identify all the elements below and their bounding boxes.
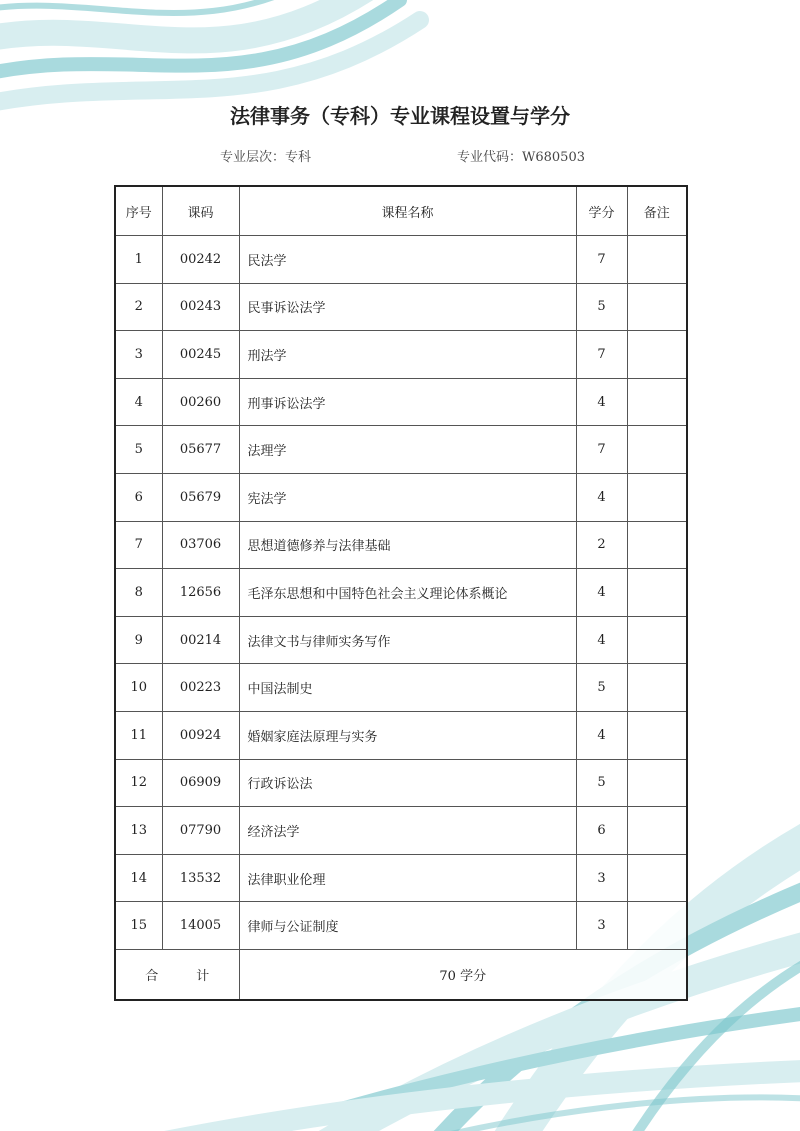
row-note <box>627 711 687 759</box>
row-course-name: 法律文书与律师实务写作 <box>239 616 576 664</box>
row-code: 05679 <box>162 473 239 521</box>
table-row <box>115 473 687 521</box>
row-code: 06909 <box>162 759 239 807</box>
table-row <box>115 902 687 950</box>
row-note <box>627 426 687 474</box>
table-row <box>115 236 687 284</box>
row-credit: 2 <box>576 521 627 569</box>
row-code: 13532 <box>162 854 239 902</box>
row-credit: 5 <box>576 759 627 807</box>
row-course-name: 律师与公证制度 <box>239 902 576 950</box>
course-table <box>114 185 688 1001</box>
row-code: 14005 <box>162 902 239 950</box>
row-course-name: 毛泽东思想和中国特色社会主义理论体系概论 <box>239 569 576 617</box>
row-code: 00924 <box>162 711 239 759</box>
row-course-name: 刑事诉讼法学 <box>239 378 576 426</box>
row-course-name: 民法学 <box>239 236 576 284</box>
row-credit: 4 <box>576 473 627 521</box>
page-title: 法律事务（专科）专业课程设置与学分 <box>230 104 570 128</box>
row-credit: 4 <box>576 711 627 759</box>
row-index: 4 <box>115 378 162 426</box>
wave-top-4 <box>0 0 330 13</box>
row-code: 00243 <box>162 283 239 331</box>
row-index: 2 <box>115 283 162 331</box>
row-credit: 4 <box>576 569 627 617</box>
row-credit: 3 <box>576 902 627 950</box>
table-row <box>115 854 687 902</box>
row-course-name: 婚姻家庭法原理与实务 <box>239 711 576 759</box>
major-code: 专业代码：W680503 <box>457 150 585 165</box>
row-course-name: 经济法学 <box>239 807 576 855</box>
header-code: 课码 <box>162 186 239 236</box>
row-credit: 7 <box>576 331 627 379</box>
row-code: 12656 <box>162 569 239 617</box>
row-code: 03706 <box>162 521 239 569</box>
table-row <box>115 664 687 712</box>
row-credit: 3 <box>576 854 627 902</box>
header-credit: 学分 <box>576 186 627 236</box>
header-index: 序号 <box>115 186 162 236</box>
total-label-left: 合 <box>145 968 159 984</box>
total-label-right: 计 <box>196 968 210 984</box>
row-code: 00260 <box>162 378 239 426</box>
row-code: 00245 <box>162 331 239 379</box>
row-note <box>627 473 687 521</box>
row-note <box>627 759 687 807</box>
row-note <box>627 854 687 902</box>
row-note <box>627 902 687 950</box>
total-row <box>115 949 687 1000</box>
row-index: 13 <box>115 807 162 855</box>
row-index: 9 <box>115 616 162 664</box>
table-header-row <box>115 186 687 236</box>
row-credit: 4 <box>576 616 627 664</box>
row-note <box>627 664 687 712</box>
major-level: 专业层次：专科 <box>220 150 312 165</box>
table-row <box>115 616 687 664</box>
row-course-name: 中国法制史 <box>239 664 576 712</box>
row-code: 07790 <box>162 807 239 855</box>
row-note <box>627 331 687 379</box>
row-index: 6 <box>115 473 162 521</box>
row-credit: 5 <box>576 283 627 331</box>
table-row <box>115 569 687 617</box>
table-row <box>115 521 687 569</box>
row-index: 14 <box>115 854 162 902</box>
row-credit: 7 <box>576 236 627 284</box>
row-index: 12 <box>115 759 162 807</box>
row-note <box>627 378 687 426</box>
row-credit: 4 <box>576 378 627 426</box>
row-index: 5 <box>115 426 162 474</box>
row-index: 10 <box>115 664 162 712</box>
row-course-name: 民事诉讼法学 <box>239 283 576 331</box>
row-index: 11 <box>115 711 162 759</box>
row-credit: 7 <box>576 426 627 474</box>
row-index: 15 <box>115 902 162 950</box>
row-credit: 6 <box>576 807 627 855</box>
row-note <box>627 283 687 331</box>
total-label <box>115 949 239 1000</box>
row-course-name: 法律职业伦理 <box>239 854 576 902</box>
row-index: 7 <box>115 521 162 569</box>
row-note <box>627 521 687 569</box>
header-name: 课程名称 <box>239 186 576 236</box>
table-row <box>115 378 687 426</box>
table-row <box>115 807 687 855</box>
table-row <box>115 283 687 331</box>
table-row <box>115 331 687 379</box>
row-code: 00223 <box>162 664 239 712</box>
total-value: 70 学分 <box>239 949 687 1000</box>
row-note <box>627 236 687 284</box>
row-course-name: 宪法学 <box>239 473 576 521</box>
course-rows <box>115 236 687 950</box>
row-note <box>627 616 687 664</box>
row-note <box>627 569 687 617</box>
row-code: 05677 <box>162 426 239 474</box>
row-course-name: 思想道德修养与法律基础 <box>239 521 576 569</box>
table-row <box>115 759 687 807</box>
row-course-name: 行政诉讼法 <box>239 759 576 807</box>
row-index: 8 <box>115 569 162 617</box>
row-note <box>627 807 687 855</box>
table-row <box>115 711 687 759</box>
row-index: 3 <box>115 331 162 379</box>
row-course-name: 刑法学 <box>239 331 576 379</box>
row-index: 1 <box>115 236 162 284</box>
row-course-name: 法理学 <box>239 426 576 474</box>
table-row <box>115 426 687 474</box>
header-note: 备注 <box>627 186 687 236</box>
row-code: 00242 <box>162 236 239 284</box>
row-code: 00214 <box>162 616 239 664</box>
row-credit: 5 <box>576 664 627 712</box>
